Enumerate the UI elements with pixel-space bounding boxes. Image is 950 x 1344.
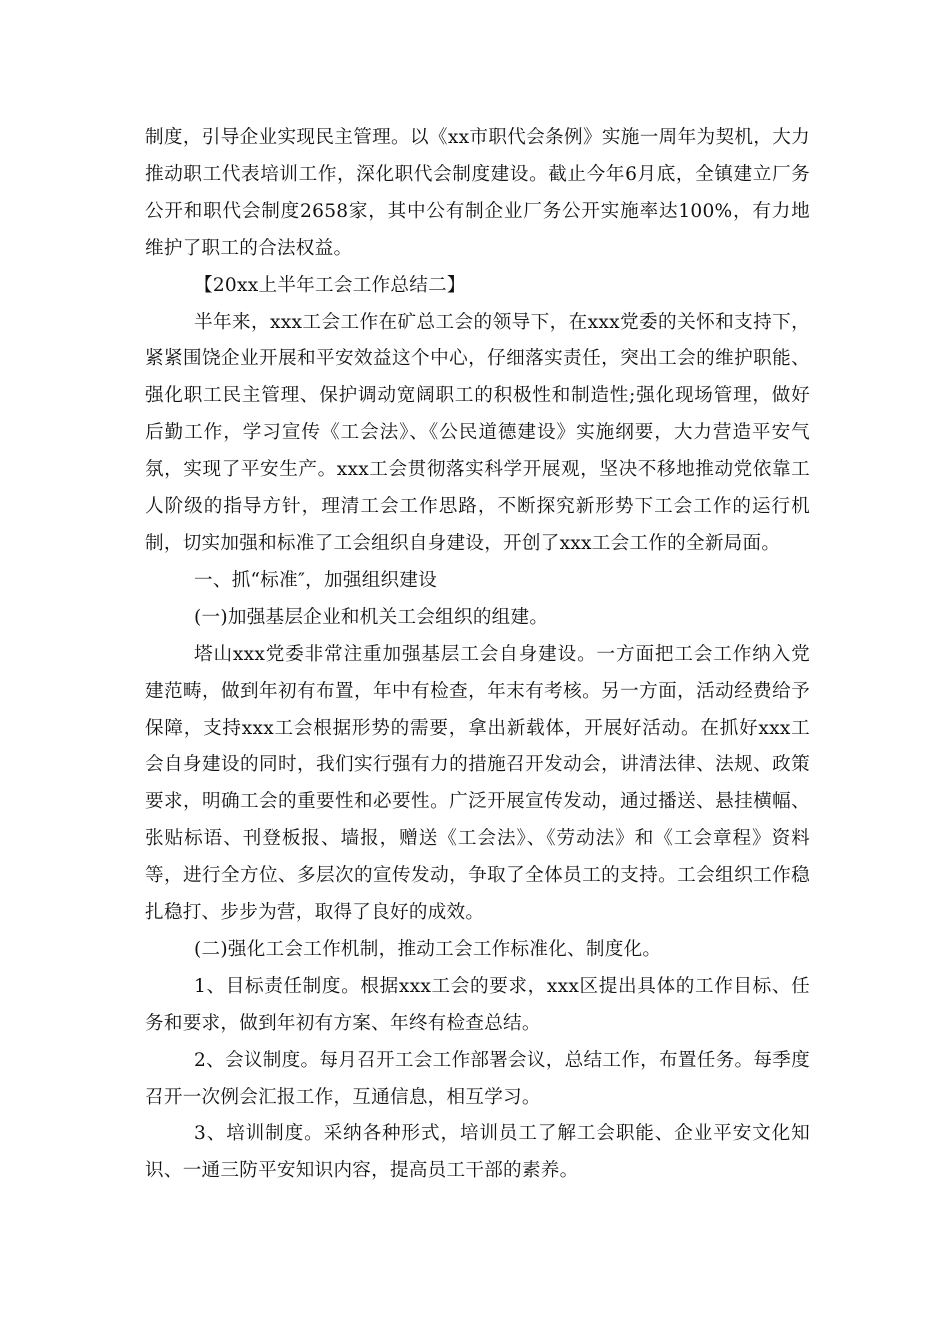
paragraph-continued: 制度，引导企业实现民主管理。以《xx市职代会条例》实施一周年为契机，大力推动职工代表培训工作，深化职代会制度建设。截止今年6月底，全镇建立厂务公开和职代会制度2658家，其中公有制企业厂务公开实施率达100%，有力地维护了职工的合法权益。 [145, 127, 810, 259]
paragraph-intro: 半年来，xxx工会工作在矿总工会的领导下，在xxx党委的关怀和支持下，紧紧围饶企业开展和平安效益这个中心，仔细落实责任，突出工会的维护职能、强化职工民主管理、保护调动宽阔职工的积极性和制造性;强化现场管理，做好后勤工作，学习宣传《工会法》、《公民道德建设》实施纲要，大力营造平安气氛，实现了平安生产。xxx工会贯彻落实科学开展观，坚决不移地推动党依靠工人阶级的指导方针，理清工会工作思路，不断探究新形势下工会工作的运行机制，切实加强和标准了工会组织自身建设，开创了xxx工会工作的全新局面。 [145, 311, 810, 554]
subheading-work-mechanism: (二)强化工会工作机制，推动工会工作标准化、制度化。 [194, 938, 662, 960]
document-body [145, 120, 810, 1190]
list-item-training-system: 3、培训制度。采纳各种形式，培训员工了解工会职能、企业平安文化知识、一通三防平安知识内容，提高员工干部的素养。 [145, 1123, 810, 1182]
paragraph-grassroots-body: 塔山xxx党委非常注重加强基层工会自身建设。一方面把工会工作纳入党建范畴，做到年初有布置，年中有检查，年末有考核。另一方面，活动经费给予保障，支持xxx工会根据形势的需要，拿出新载体，开展好活动。在抓好xxx工会自身建设的同时，我们实行强有力的措施召开发动会，讲清法律、法规、政策要求，明确工会的重要性和必要性。广泛开展宣传发动，通过播送、悬挂横幅、张贴标语、刊登板报、墙报，赠送《工会法》、《劳动法》和《工会章程》资料等，进行全方位、多层次的宣传发动，争取了全体员工的支持。工会组织工作稳扎稳打、步步为营，取得了良好的成效。 [145, 643, 810, 924]
section-title: 【20xx上半年工会工作总结二】 [194, 274, 466, 296]
heading-organization-building: 一、抓“标准″，加强组织建设 [194, 569, 438, 591]
list-item-meeting-system: 2、会议制度。每月召开工会工作部署会议，总结工作，布置任务。每季度召开一次例会汇报工作，互通信息，相互学习。 [145, 1049, 810, 1108]
list-item-target-responsibility: 1、目标责任制度。根据xxx工会的要求，xxx区提出具体的工作目标、任务和要求，做到年初有方案、年终有检查总结。 [145, 975, 810, 1034]
subheading-grassroots-union: (一)加强基层企业和机关工会组织的组建。 [194, 606, 549, 628]
